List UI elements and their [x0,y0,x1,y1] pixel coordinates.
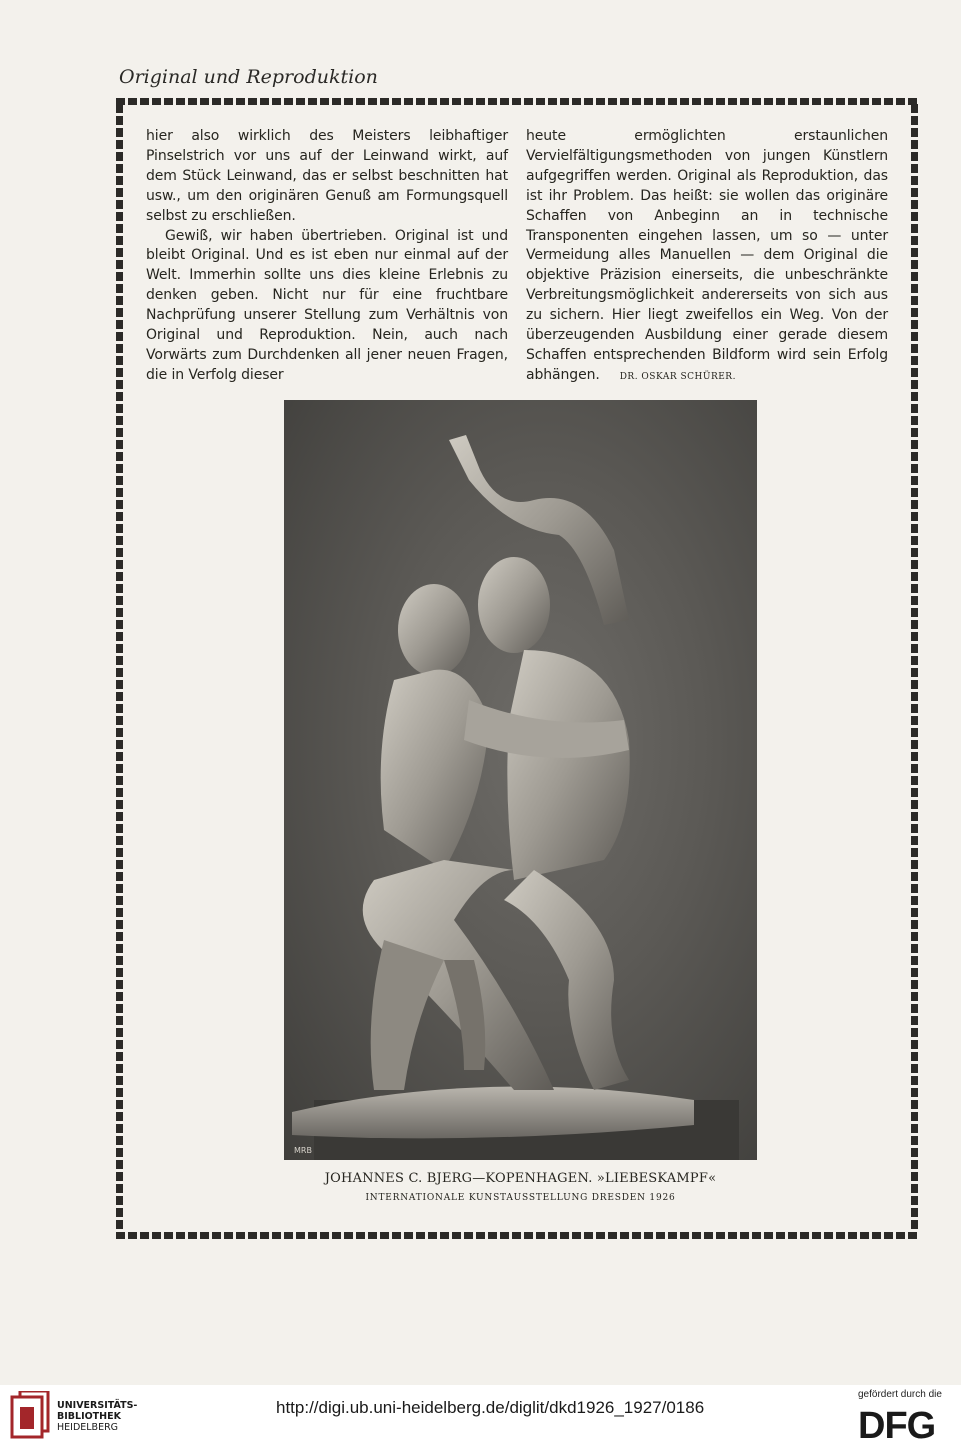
running-head-title: Original und Reproduktion [119,66,378,88]
sculpture-illustration [284,400,757,1160]
frame-border-right [911,104,918,1232]
library-name[interactable] [57,1400,137,1433]
left-paragraph-1: hier also wirklich des Meisters leibhaftiger Pinselstrich vor uns auf der Leinwand wirkt, auf dem Stück Leinwand, das er selbst beschnitten hat usw., um den originären Genuß am Formungsquell selbst zu erschließen. [146,128,508,224]
figure-caption: JOHANNES C. BJERG—KOPENHAGEN. »LIEBESKAMPF« [324,1171,717,1186]
frame-border-left [116,104,123,1232]
dfg-logo-icon[interactable]: DFG [858,1405,936,1447]
library-name-line-2: BIBLIOTHEK [57,1411,121,1422]
permalink-url[interactable]: http://digi.ub.uni-heidelberg.de/diglit/dkd1926_1927/0186 [276,1398,705,1417]
right-paragraph: heute ermöglichten erstaunlichen Vervielfältigungsmethoden von jungen Künstlern aufgegriffen werden. Original als Reproduktion, das ist ihr Problem. Das heißt: sie wollen das originäre Schaffen von Anbeginn an in technische Transponenten eingehen lassen, um so — unter Vermeidung alles Manuellen — dem Original die objektive Präzision einerseits, die unbeschränkte Verbreitungsmöglichkeit andererseits von sich aus zu sichern. Hier liegt zweifellos ein Weg. Von der überzeugenden Ausbildung einer gerade diesem Schaffen entsprechenden Bildform wird sein Erfolg abhängen. [526,128,888,383]
photo-credit-mark: MRB [294,1146,312,1155]
figure-subcaption: INTERNATIONALE KUNSTAUSSTELLUNG DRESDEN 1926 [365,1193,676,1203]
viewer-footer [0,1385,961,1452]
frame-border-bottom [116,1232,918,1239]
left-text-column [146,127,508,386]
right-text-column [526,127,888,388]
funding-note: gefördert durch die [858,1389,942,1400]
left-paragraph-2: Gewiß, wir haben übertrieben. Original ist und bleibt Original. Und es ist eben nur einmal auf der Welt. Immerhin sollte uns dies kleine Erlebnis zu denken geben. Nicht nur für eine fruchtbare Nachprüfung unserer Stellung zum Verhältnis von Original und Reproduktion. Nein, auch nach Vorwärts zum Durchdenken all jener neuen Fragen, die in Verfolg dieser [146,227,508,383]
sculpture-photograph [284,400,757,1160]
author-signature: DR. OSKAR SCHÜRER. [619,371,736,382]
library-name-line-1: UNIVERSITÄTS- [57,1400,138,1411]
frame-border-top [116,98,918,105]
library-name-line-3: HEIDELBERG [57,1422,119,1433]
university-library-logo-icon[interactable] [8,1391,52,1443]
